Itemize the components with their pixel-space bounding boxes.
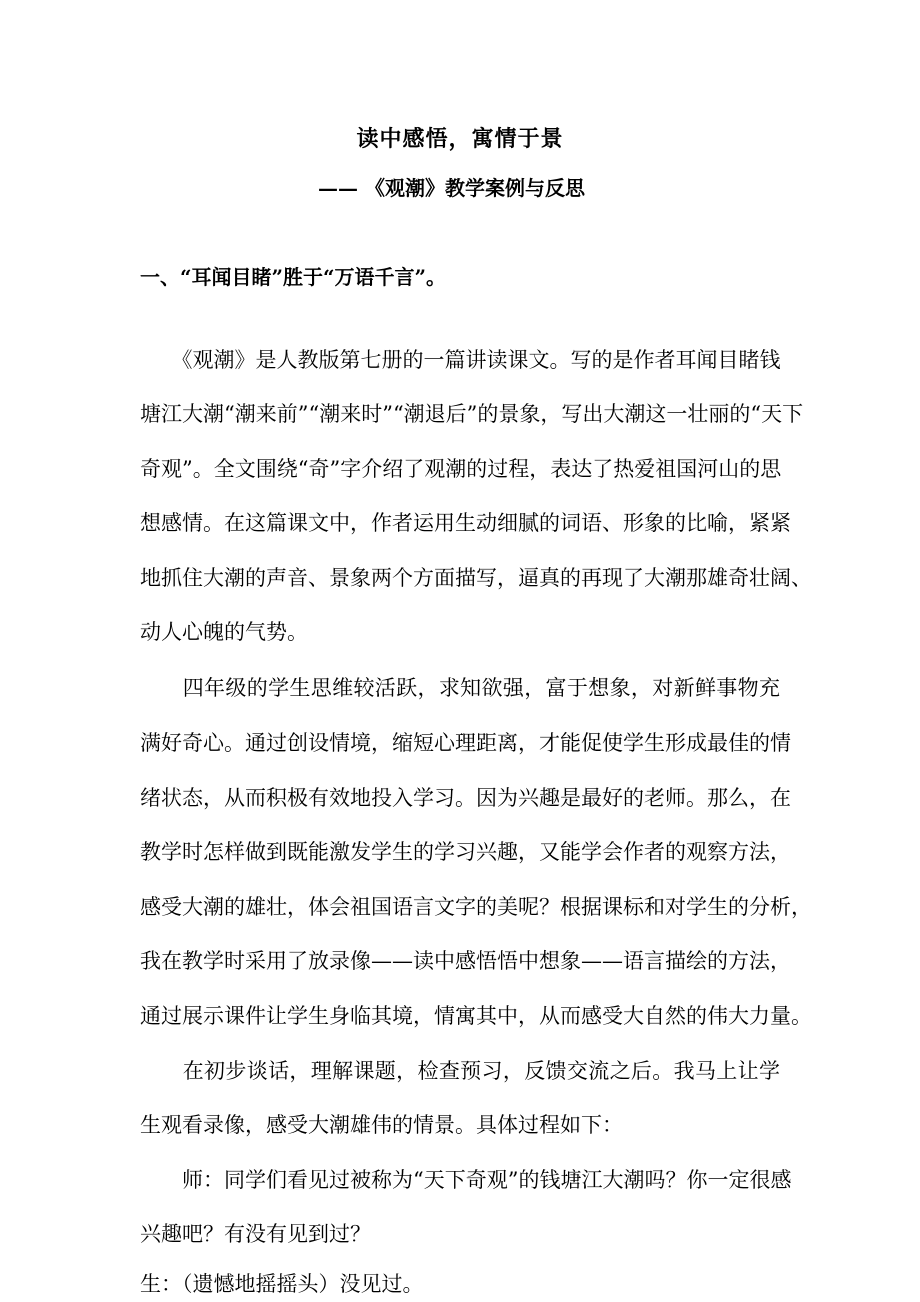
paragraph-line: 地抓住大潮的声音、景象两个方面描写，逼真的再现了大潮那雄奇壮阔、 — [140, 566, 812, 590]
paragraph-line: 绪状态，从而积极有效地投入学习。因为兴趣是最好的老师。那么，在 — [140, 786, 791, 810]
paragraph-line: 通过展示课件让学生身临其境，情寓其中，从而感受大自然的伟大力量。 — [140, 1004, 812, 1028]
paragraph-line: 感受大潮的雄壮，体会祖国语言文字的美呢？根据课标和对学生的分析， — [140, 895, 812, 919]
document-title: 读中感悟，寓情于景 — [356, 126, 564, 152]
paragraph-line: 《观潮》是人教版第七册的一篇讲读课文。写的是作者耳闻目睹钱 — [140, 348, 781, 372]
paragraph-line: 奇观”。全文围绕“奇”字介绍了观潮的过程，表达了热爱祖国河山的思 — [140, 457, 782, 481]
paragraph-line: 生观看录像，感受大潮雄伟的情景。具体过程如下： — [140, 1113, 623, 1137]
paragraph-line: 师：同学们看见过被称为“天下奇观”的钱塘江大潮吗？你一定很感 — [140, 1168, 792, 1192]
section-heading: 一、“耳闻目睹”胜于“万语千言”。 — [140, 265, 447, 289]
paragraph-line: 动人心魄的气势。 — [140, 620, 308, 644]
paragraph-line: 塘江大潮“潮来前”“潮来时”“潮退后”的景象，写出大潮这一壮丽的“天下 — [140, 402, 804, 426]
paragraph-line: 我在教学时采用了放录像——读中感悟悟中想象——语言描绘的方法， — [140, 949, 791, 973]
paragraph-line: 兴趣吧？有没有见到过？ — [140, 1222, 371, 1246]
paragraph-line: 在初步谈话，理解课题，检查预习，反馈交流之后。我马上让学 — [140, 1059, 780, 1083]
paragraph-line: 想感情。在这篇课文中，作者运用生动细腻的词语、形象的比喻，紧紧 — [140, 511, 791, 535]
paragraph-line: 满好奇心。通过创设情境，缩短心理距离，才能促使学生形成最佳的情 — [140, 731, 791, 755]
paragraph-line: 教学时怎样做到既能激发学生的学习兴趣，又能学会作者的观察方法， — [140, 840, 791, 864]
paragraph-line: 四年级的学生思维较活跃，求知欲强，富于想象，对新鲜事物充 — [140, 676, 780, 700]
document-subtitle: —— 《观潮》教学案例与反思 — [318, 176, 585, 200]
paragraph-line: 生：（遗憾地摇摇头）没见过。 — [140, 1272, 424, 1296]
